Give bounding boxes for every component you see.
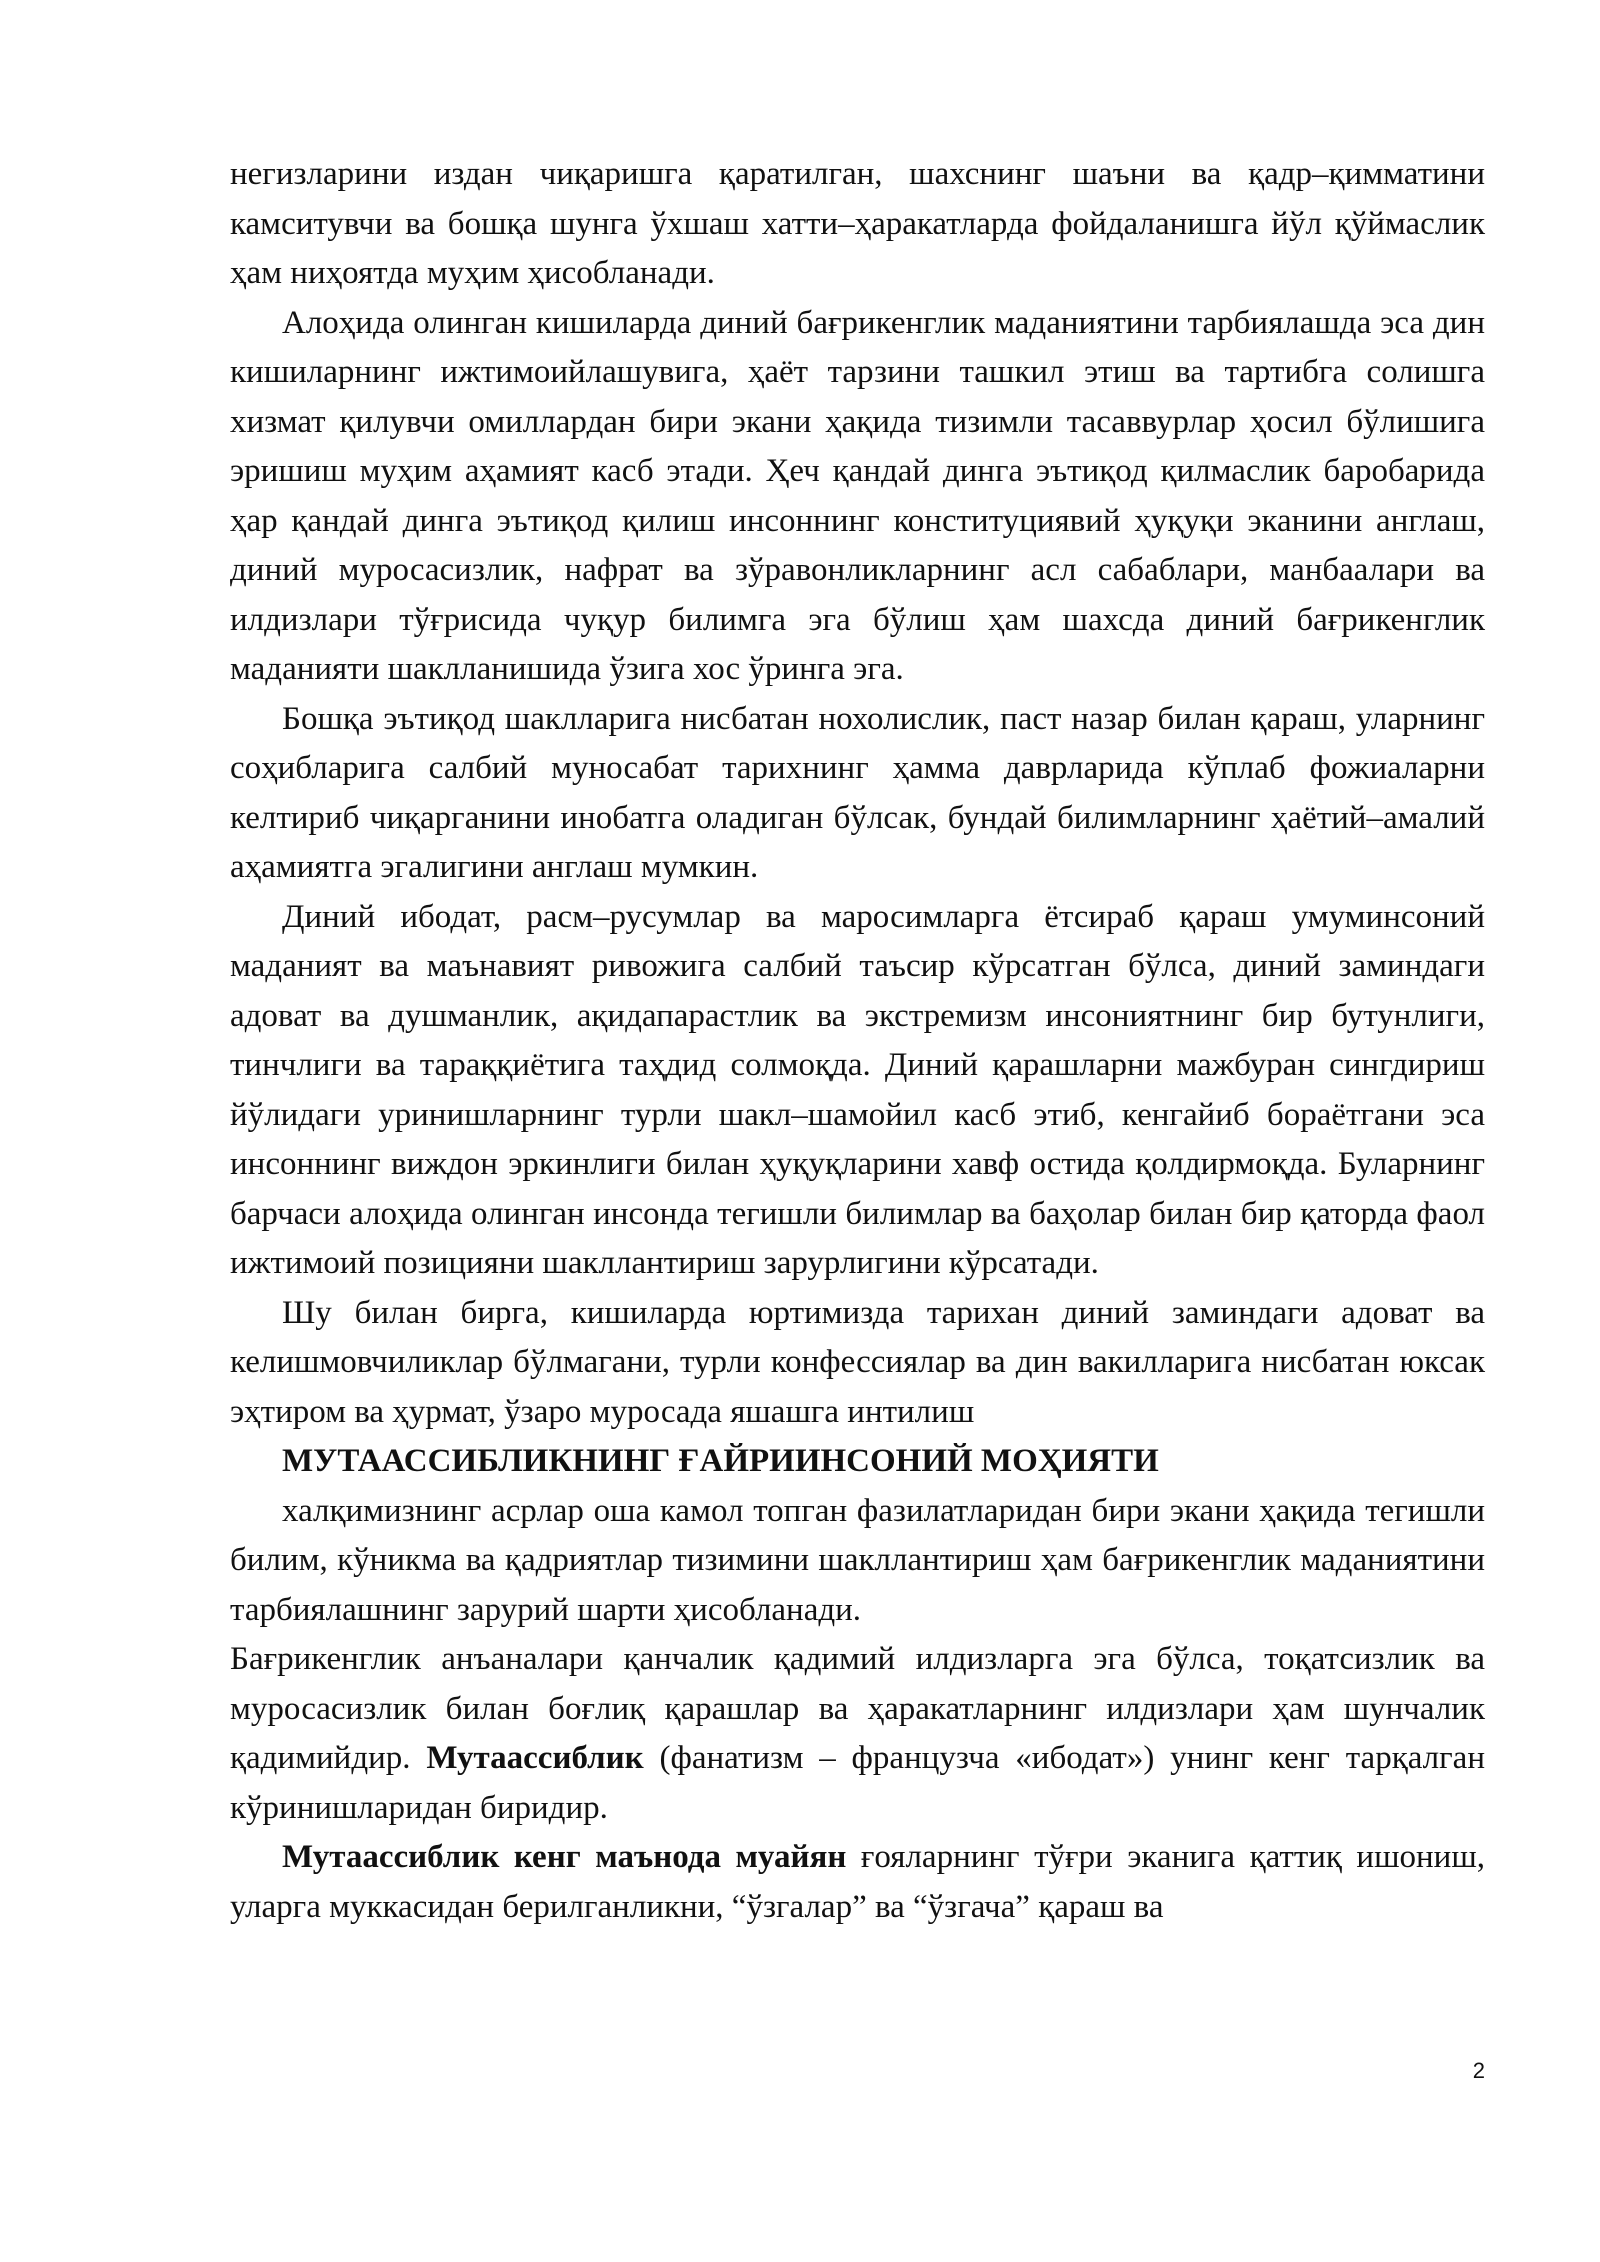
definition-bold: Мутаассиблик кенг маънода муайян xyxy=(282,1839,847,1875)
paragraph-6: халқимизнинг асрлар оша камол топган фазилатларидан бири экани ҳақида тегишли билим, кўникма ва қадриятлар тизимини шакллантириш ҳам бағрикенглик маданиятини тарбиялашнинг зарурий шарти ҳисобланади. xyxy=(230,1492,1485,1628)
paragraph-7-start: Бағрикенглик анъаналари қанчалик қадимий илдизларга эга бўлса, тоқатсизлик ва муросасизлик билан боғлиқ қарашлар ва ҳаракатларнинг илдизлари ҳам шунчалик қадимийдир. xyxy=(230,1641,1485,1776)
paragraph-8-end: ғояларнинг тўғри эканига қаттиқ ишониш, уларга муккасидан берилганликни, “ўзгалар” ва “ўзгача” қараш ва xyxy=(230,1839,1485,1925)
paragraph-4: Диний ибодат, расм–русумлар ва маросимларга ётсираб қараш умуминсоний маданият ва маънавият ривожига салбий таъсир кўрсатган бўлса, диний заминдаги адоват ва душманлик, ақидапарастлик ва экстремизм инсониятнинг бир бутунлиги, тинчлиги ва тараққиётига таҳдид солмоқда. Диний қарашларни мажбуран сингдириш йўлидаги уринишларнинг турли шакл–шамойил касб этиб, кенгайиб бораётгани эса инсоннинг виждон эркинлиги билан ҳуқуқларини хавф остида қолдирмоқда. Буларнинг барчаси алоҳида олинган инсонда тегишли билимлар ва баҳолар билан бир қаторда фаол ижтимоий позицияни шакллантириш зарурлигини кўрсатади. xyxy=(230,898,1485,1281)
paragraph-5: Шу билан бирга, кишиларда юртимизда тарихан диний заминдаги адоват ва келишмовчиликлар бўлмагани, турли конфессиялар ва дин вакилларига нисбатан юксак эҳтиром ва ҳурмат, ўзаро муросада яшашга интилиш xyxy=(230,1294,1485,1430)
paragraph-1: негизларини издан чиқаришга қаратилган, шахснинг шаъни ва қадр–қимматини камситувчи ва бошқа шунга ўхшаш хатти–ҳаракатларда фойдаланишга йўл қўймаслик ҳам ниҳоятда муҳим ҳисобланади. xyxy=(230,156,1485,291)
page-number: 2 xyxy=(1472,2058,1485,2083)
paragraph-7-end: (фанатизм – французча «ибодат») унинг кенг тарқалган кўринишларидан биридир. xyxy=(230,1740,1485,1826)
paragraph-7 xyxy=(230,1635,1485,1833)
paragraph-8 xyxy=(230,1833,1485,1932)
text-body xyxy=(230,150,1485,1932)
term-mutaassiblik: Мутаассиблик xyxy=(426,1740,644,1776)
paragraph-2: Алоҳида олинган кишиларда диний бағрикенглик маданиятини тарбиялашда эса дин кишиларнинг ижтимоийлашувига, ҳаёт тарзини ташкил этиш ва тартибга солишга хизмат қилувчи омиллардан бири экани ҳақида тизимли тасаввурлар ҳосил бўлишига эришиш муҳим аҳамият касб этади. Ҳеч қандай динга эътиқод қилмаслик баробарида ҳар қандай динга эътиқод қилиш инсоннинг конституциявий ҳуқуқи эканини англаш, диний муросасизлик, нафрат ва зўравонликларнинг асл сабаблари, манбаалари ва илдизлари тўғрисида чуқур билимга эга бўлиш ҳам шахсда диний бағрикенглик маданияти шаклланишида ўзига хос ўринга эга. xyxy=(230,304,1485,687)
section-heading: МУТААССИБЛИКНИНГ ҒАЙРИИНСОНИЙ МОҲИЯТИ xyxy=(282,1443,1159,1479)
paragraph-3: Бошқа эътиқод шаклларига нисбатан нохолислик, паст назар билан қараш, уларнинг соҳибларига салбий муносабат тарихнинг ҳамма даврларида кўплаб фожиаларни келтириб чиқарганини инобатга оладиган бўлсак, бундай билимларнинг ҳаётий–амалий аҳамиятга эгалигини англаш мумкин. xyxy=(230,700,1485,885)
